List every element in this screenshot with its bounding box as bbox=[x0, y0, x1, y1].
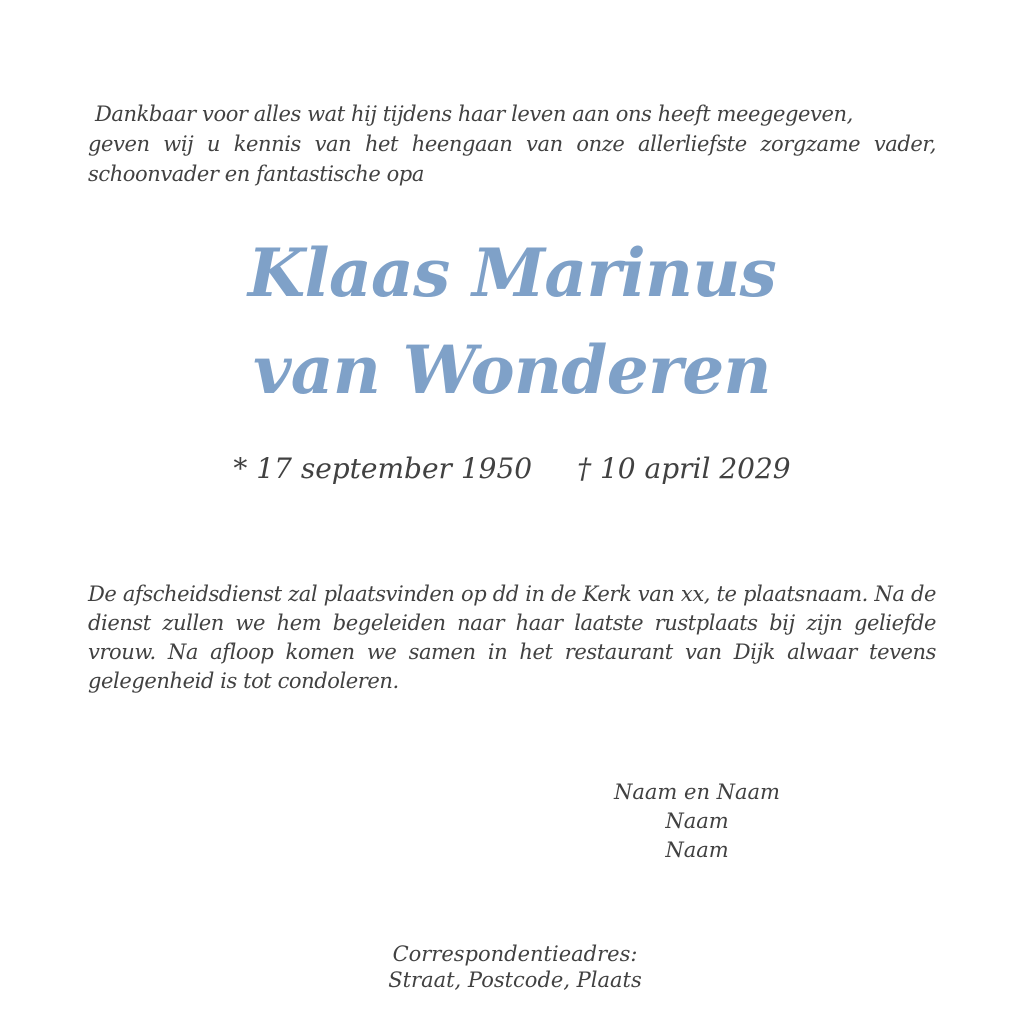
family-names bbox=[614, 778, 780, 865]
birth-date: * 17 september 1950 bbox=[233, 452, 533, 485]
family-name-line: Naam bbox=[665, 809, 729, 833]
family-name-line: Naam bbox=[665, 838, 729, 862]
death-date: † 10 april 2029 bbox=[577, 452, 791, 485]
deceased-name-line-1: Klaas Marinus bbox=[247, 234, 777, 312]
deceased-name-line-2: van Wonderen bbox=[253, 331, 771, 409]
service-paragraph: De afscheidsdienst zal plaatsvinden op dd in de Kerk van xx, te plaatsnaam. Na de dienst zullen we hem begeleiden naar haar laatste rustplaats bij zijn geliefde vrouw. Na afloop komen we samen in het restaurant van Dijk alwaar tevens gelegenheid is tot condoleren. bbox=[88, 582, 936, 693]
intro-line-1: Dankbaar voor alles wat hij tijdens haar leven aan ons heeft meegegeven, bbox=[95, 102, 853, 126]
deceased-name bbox=[0, 225, 1024, 419]
family-name-line: Naam en Naam bbox=[614, 780, 780, 804]
intro-line-2: geven wij u kennis van het heengaan van onze allerliefste zorgzame vader, schoonvader en fantastische opa bbox=[88, 132, 936, 186]
intro-paragraph bbox=[88, 99, 936, 189]
correspondence-address: Straat, Postcode, Plaats bbox=[388, 968, 642, 992]
correspondence-label: Correspondentieadres: bbox=[392, 942, 638, 966]
correspondence-block bbox=[388, 941, 642, 993]
life-dates bbox=[0, 452, 1024, 486]
